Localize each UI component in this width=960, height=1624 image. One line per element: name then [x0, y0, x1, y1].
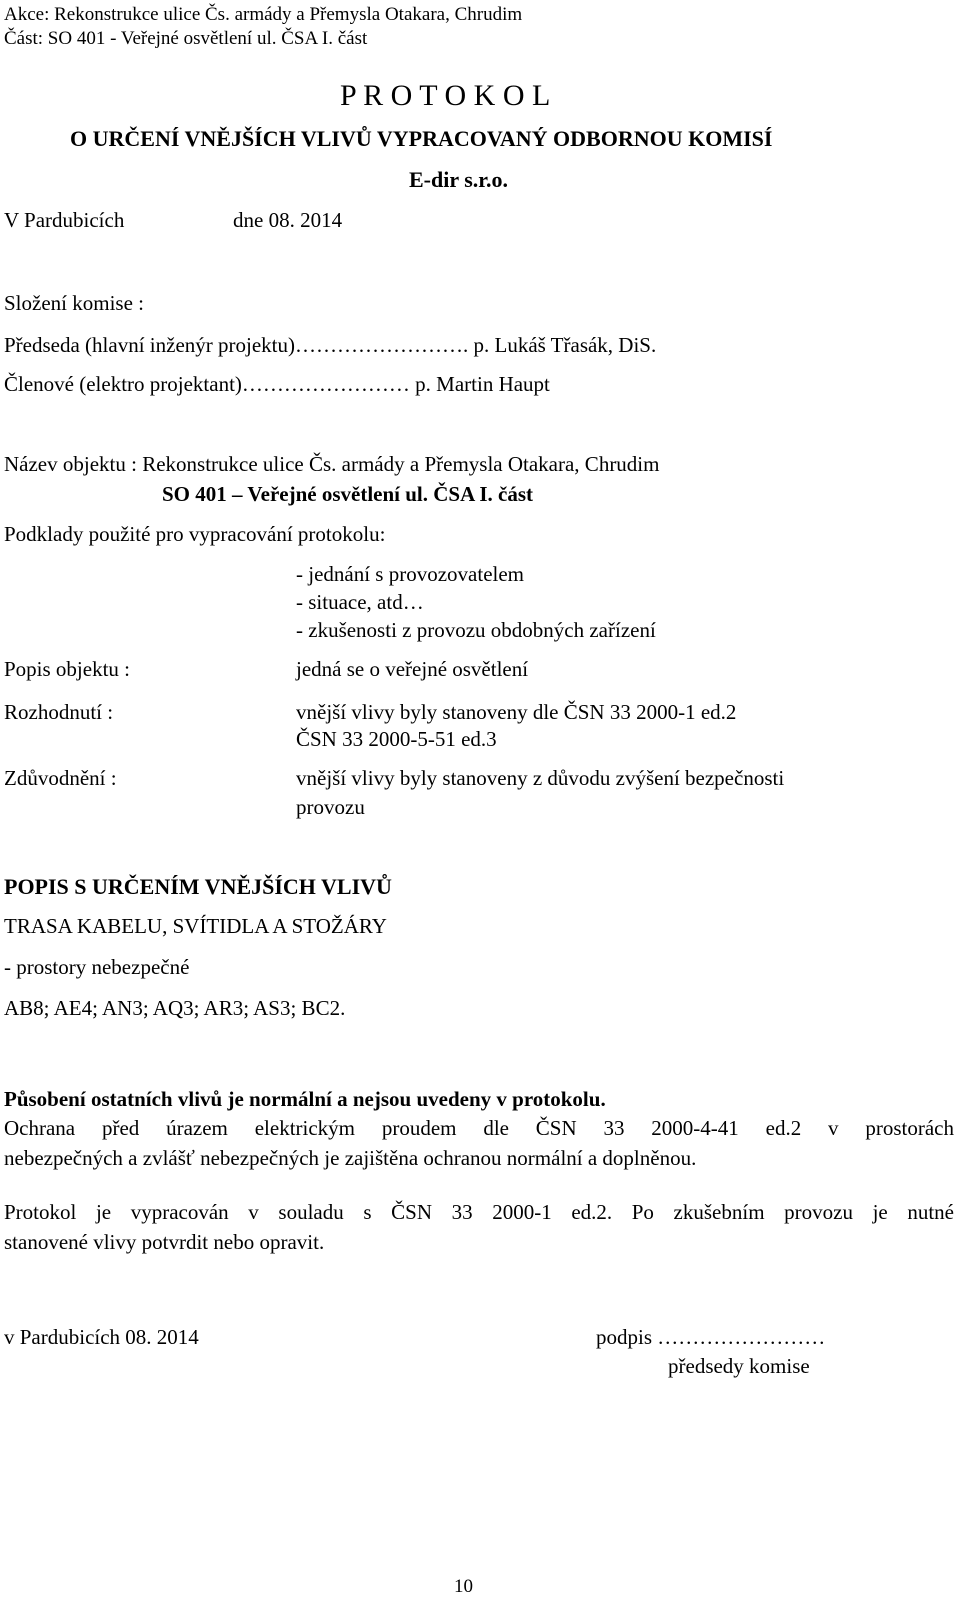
protection-note-2: nebezpečných a zvlášť nebezpečných je zajištěna ochranou normální a doplněnou.	[4, 1146, 697, 1170]
commission-chair: Předseda (hlavní inženýr projektu)……………………. p. Lukáš Třasák, DiS.	[4, 333, 657, 357]
rozhodnuti-value: vnější vlivy byly stanoveny dle ČSN 33 2000-1 ed.2	[296, 700, 737, 724]
protection-note: Ochrana před úrazem elektrickým proudem dle ČSN 33 2000-4-41 ed.2 v prostorách	[4, 1116, 954, 1140]
influences-space: - prostory nebezpečné	[4, 955, 190, 979]
normal-influences-note: Působení ostatních vlivů je normální a nejsou uvedeny v protokolu.	[4, 1087, 606, 1111]
header-akce: Akce: Rekonstrukce ulice Čs. armády a Přemysla Otakara, Chrudim	[4, 4, 523, 25]
influences-codes: AB8; AE4; AN3; AQ3; AR3; AS3; BC2.	[4, 996, 346, 1020]
commission-members: Členové (elektro projektant)…………………… p. Martin Haupt	[4, 372, 550, 396]
basis-item: - zkušenosti z provozu obdobných zařízení	[296, 618, 656, 642]
influences-heading: POPIS S URČENÍM VNĚJŠÍCH VLIVŮ	[4, 874, 392, 899]
object-name-part: SO 401 – Veřejné osvětlení ul. ČSA I. část	[162, 482, 534, 506]
popis-value: jedná se o veřejné osvětlení	[296, 657, 529, 681]
compliance-note: Protokol je vypracován v souladu s ČSN 33 2000-1 ed.2. Po zkušebním provozu je nutné	[4, 1200, 954, 1224]
signature-line: podpis ……………………	[596, 1325, 826, 1349]
basis-heading: Podklady použité pro vypracování protokolu:	[4, 522, 386, 546]
page-number: 10	[454, 1576, 473, 1597]
header-cast: Část: SO 401 - Veřejné osvětlení ul. ČSA I. část	[4, 28, 368, 49]
company-name: E-dir s.r.o.	[409, 167, 509, 192]
footer-place-date: v Pardubicích 08. 2014	[4, 1325, 199, 1349]
place: V Pardubicích	[4, 208, 125, 232]
rozhodnuti-label: Rozhodnutí :	[4, 700, 114, 724]
popis-label: Popis objektu :	[4, 657, 131, 681]
zduvodneni-label: Zdůvodnění :	[4, 766, 117, 790]
rozhodnuti-value-2: ČSN 33 2000-5-51 ed.3	[296, 727, 497, 751]
influences-subheading: TRASA KABELU, SVÍTIDLA A STOŽÁRY	[4, 914, 387, 938]
document-title: P R O T O K O L	[340, 79, 551, 112]
zduvodneni-value: vnější vlivy byly stanoveny z důvodu zvýšení bezpečnosti	[296, 766, 785, 790]
basis-item: - situace, atd…	[296, 590, 424, 614]
document-subtitle: O URČENÍ VNĚJŠÍCH VLIVŮ VYPRACOVANÝ ODBORNOU KOMISÍ	[70, 126, 773, 151]
signature-role: předsedy komise	[668, 1354, 810, 1378]
object-name: Název objektu : Rekonstrukce ulice Čs. armády a Přemysla Otakara, Chrudim	[4, 452, 660, 476]
basis-item: - jednání s provozovatelem	[296, 562, 525, 586]
compliance-note-2: stanovené vlivy potvrdit nebo opravit.	[4, 1230, 325, 1254]
zduvodneni-value-2: provozu	[296, 795, 365, 819]
commission-heading: Složení komise :	[4, 291, 144, 315]
date: dne 08. 2014	[233, 208, 343, 232]
